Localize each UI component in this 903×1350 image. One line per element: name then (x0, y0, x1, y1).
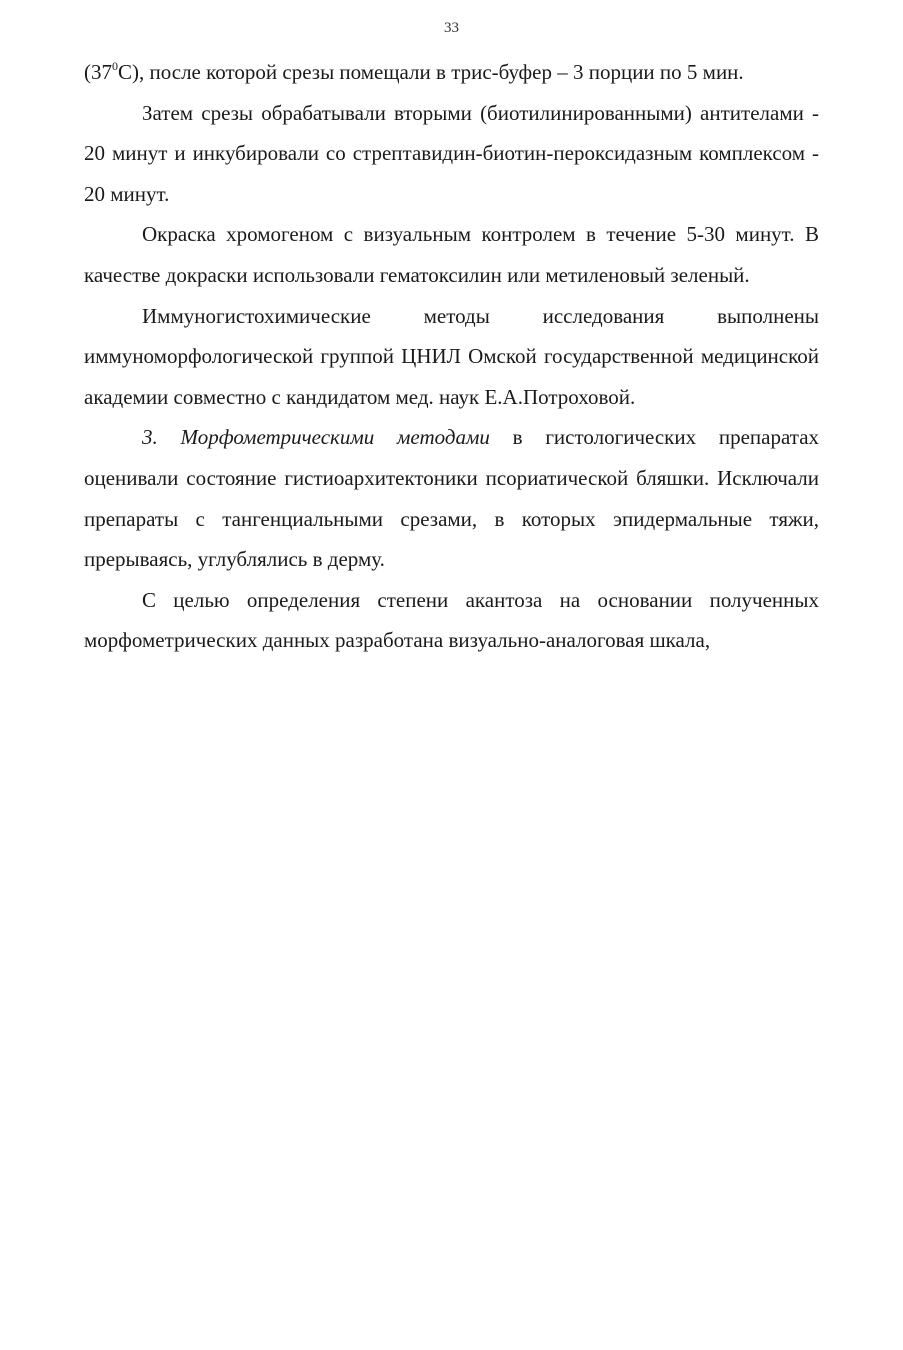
paragraph-immunohistochemistry: Иммуногистохимические методы исследования выполнены иммуноморфологической группой ЦНИЛ Омской государственной медицинской академии совместно с кандидатом мед. наук Е.А.Потроховой. (84, 303, 819, 409)
paragraph-acanthosis-scale: С целью определения степени акантоза на основании полученных морфометрических данных разработана визуально-аналоговая шкала, (84, 587, 819, 653)
paragraph-continuation (84, 52, 819, 93)
list-number: 3. (142, 425, 158, 450)
emphasis-text: Морфометрическими методами (180, 425, 490, 450)
document-body (84, 52, 819, 661)
page-number: 33 (444, 20, 459, 36)
paragraph-text: в гистологических препаратах оценивали состояние гистиоархитектоники псориатической бляшки. Исключали препараты с тангенциальными срезами, в которых эпидермальные тяжи, прерываясь, углублялись в дерму. (84, 425, 820, 572)
paragraph-secondary-antibodies: Затем срезы обрабатывали вторыми (биотилинированными) антителами - 20 минут и инкубировали со стрептавидин-биотин-пероксидазным комплексом - 20 минут. (84, 100, 819, 206)
paragraph-text: (37 (84, 60, 112, 84)
paragraph-chromogen-staining: Окраска хромогеном с визуальным контролем в течение 5-30 минут. В качестве докраски использовали гематоксилин или метиленовый зеленый. (84, 222, 819, 287)
superscript-degree: 0 (112, 59, 118, 73)
paragraph-morphometric-methods (84, 417, 819, 579)
paragraph-text: С), после которой срезы помещали в трис-буфер – 3 порции по 5 мин. (118, 60, 744, 84)
